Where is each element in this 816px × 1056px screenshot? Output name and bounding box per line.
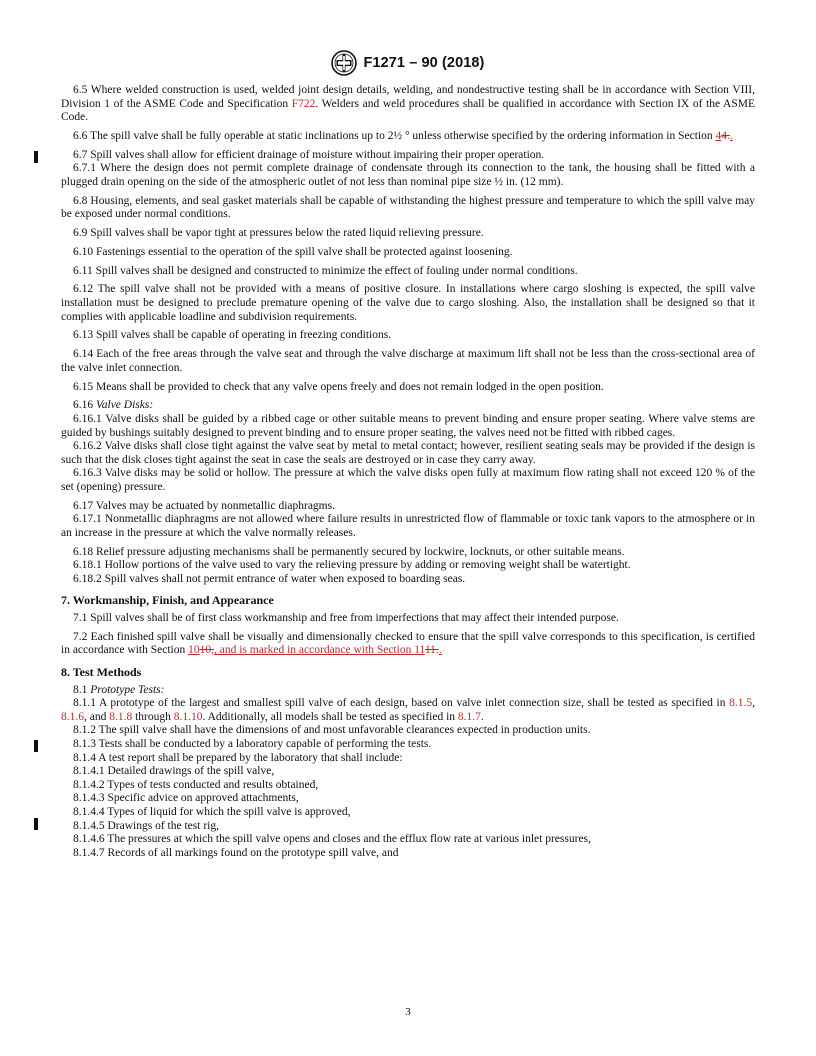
section-8-1-4-1: 8.1.4.1 Detailed drawings of the spill valve,: [73, 765, 275, 778]
section-7-2: 7.2 Each finished spill valve shall be visually and dimensionally checked to ensure that the spill valve corresponds to this specification, is certified in accordance with Section 1010,, and is marked in accordance with Section 1111..: [61, 630, 755, 657]
section-6-16-1: 6.16.1 Valve disks shall be guided by a ribbed cage or other suitable means to prevent binding and ensure proper seating. Where valve stems are guided by bushings suitably designed to prevent binding and to ensure proper seating, the valves need not be fitted with ribbed cages.: [61, 412, 755, 439]
section-8-1-4-3: 8.1.4.3 Specific advice on approved attachments,: [73, 792, 299, 805]
section-6-14: 6.14 Each of the free areas through the valve seat and through the valve discharge at maximum lift shall not be less than the cross-sectional area of the valve inlet connection.: [61, 348, 755, 374]
deleted-text: .: [727, 129, 730, 142]
section-8-1-3: 8.1.3 Tests shall be conducted by a laboratory capable of performing the tests.: [73, 737, 432, 750]
document-title: F1271 – 90 (2018): [363, 55, 485, 71]
ref-link[interactable]: 8.1.10: [173, 710, 203, 723]
change-bar: [34, 151, 38, 163]
inserted-text[interactable]: 10: [188, 644, 200, 657]
astm-logo-icon: [331, 50, 357, 76]
ref-link[interactable]: F722: [291, 97, 316, 110]
document-body: [61, 84, 755, 860]
inserted-text: .: [729, 129, 733, 142]
section-8-1: 8.1 Prototype Tests:: [73, 683, 165, 696]
section-6-18-1: 6.18.1 Hollow portions of the valve used to vary the relieving pressure by adding or removing weight shall be watertight.: [73, 559, 631, 572]
ref-link[interactable]: 8.1.7: [457, 710, 481, 723]
section-6-18-2: 6.18.2 Spill valves shall not permit entrance of water when exposed to boarding seas.: [73, 572, 466, 585]
section-6-8: 6.8 Housing, elements, and seal gasket materials shall be capable of withstanding the highest pressure and temperature to which the spill valve may be exposed under normal conditions.: [61, 194, 755, 221]
section-8-1-4-5: 8.1.4.5 Drawings of the test rig,: [73, 819, 219, 832]
section-8-1-4-4: 8.1.4.4 Types of liquid for which the spill valve is approved,: [73, 805, 351, 818]
ref-link[interactable]: 8.1.5: [729, 697, 753, 710]
section-6-18: 6.18 Relief pressure adjusting mechanisms shall be permanently secured by lockwire, locknuts, or other suitable means.: [73, 545, 625, 558]
change-bar: [34, 740, 38, 752]
section-6-12: 6.12 The spill valve shall not be provided with a means of positive closure. In installations where cargo sloshing is expected, the spill valve installation must be designed to preclude premature opening of the valve due to cargo sloshing. Also, the installation shall be designed so that it complies with applicable loadline and subdivision requirements.: [61, 283, 755, 323]
section-6-13: 6.13 Spill valves shall be capable of operating in freezing conditions.: [73, 329, 392, 342]
section-8-1-2: 8.1.2 The spill valve shall have the dimensions of and most unfavorable clearances expected in production units.: [73, 724, 591, 737]
deleted-text: 10,: [199, 644, 214, 657]
section-8-1-1: 8.1.1 A prototype of the largest and smallest spill valve of each design, based on valve inlet connection size, shall be tested as specified in 8.1.5, 8.1.6, and 8.1.8 through 8.1.10. Additionally, all models shall be tested as specified in 8.1.7.: [61, 697, 755, 723]
page-header: [0, 50, 816, 76]
section-6-9: 6.9 Spill valves shall be vapor tight at pressures below the rated liquid relieving pressure.: [73, 227, 484, 240]
section-8-1-4-6: 8.1.4.6 The pressures at which the spill valve opens and closes and the efflux flow rate at various inlet pressures,: [73, 833, 591, 846]
ref-link[interactable]: 8.1.8: [109, 710, 133, 723]
section-6-16-2: 6.16.2 Valve disks shall close tight against the valve seat by metal to metal contact; however, resilient seating seals may be provided if the design is such that the disk closes tight against the seat in case the seals are destroyed or in case they carry away.: [61, 440, 755, 466]
section-8-1-4-2: 8.1.4.2 Types of tests conducted and results obtained,: [73, 778, 319, 791]
inserted-text[interactable]: 11: [414, 644, 425, 657]
section-6-7: 6.7 Spill valves shall allow for efficient drainage of moisture without impairing their proper operation.: [73, 148, 545, 161]
page-number: 3: [405, 1006, 411, 1018]
section-7-1: 7.1 Spill valves shall be of first class workmanship and free from imperfections that may affect their intended purpose.: [73, 612, 619, 625]
deleted-text: 4: [721, 129, 727, 142]
section-6-15: 6.15 Means shall be provided to check that any valve opens freely and does not remain lodged in the open position.: [73, 380, 604, 393]
section-6-7-1: 6.7.1 Where the design does not permit complete drainage of condensate through its connection to the tank, the housing shall be fitted with a plugged drain opening on the side of the atmospheric outlet of not less than nominal pipe size ½ in. (12 mm).: [61, 162, 755, 188]
ref-link[interactable]: 8.1.6: [61, 710, 84, 723]
section-6-6: 6.6 The spill valve shall be fully operable at static inclinations up to 2½ ° unless otherwise specified by the ordering information in Section 44..: [73, 129, 733, 142]
section-8-1-4-7: 8.1.4.7 Records of all markings found on the prototype spill valve, and: [73, 846, 399, 859]
section-6-17: 6.17 Valves may be actuated by nonmetallic diaphragms.: [73, 499, 335, 512]
section-6-11: 6.11 Spill valves shall be designed and constructed to minimize the effect of fouling under normal conditions.: [73, 264, 578, 277]
inserted-text[interactable]: 4: [715, 129, 722, 142]
section-6-10: 6.10 Fastenings essential to the operation of the spill valve shall be protected against loosening.: [73, 245, 513, 258]
section-6-16: 6.16 Valve Disks:: [73, 399, 154, 412]
deleted-text: 11.: [424, 644, 439, 657]
section-6-17-1: 6.17.1 Nonmetallic diaphragms are not allowed where failure results in unrestricted flow of flammable or toxic tank vapors to the atmosphere or in an increase in the pressure at which the valve normally releases.: [61, 513, 755, 539]
section-6-5: 6.5 Where welded construction is used, welded joint design details, welding, and nondestructive testing shall be in accordance with Section VIII, Division 1 of the ASME Code and Specification F722. Welders and weld procedures shall be qualified in accordance with Section IX of the ASME Code.: [61, 84, 755, 124]
section-6-16-3: 6.16.3 Valve disks may be solid or hollow. The pressure at which the valve disks open fully at maximum flow rating shall not exceed 120 % of the set (opening) pressure.: [61, 467, 755, 493]
section-heading-8: 8. Test Methods: [61, 665, 142, 679]
change-bar: [34, 818, 38, 830]
section-heading-7: 7. Workmanship, Finish, and Appearance: [61, 593, 274, 608]
section-8-1-4: 8.1.4 A test report shall be prepared by the laboratory that shall include:: [73, 751, 403, 764]
